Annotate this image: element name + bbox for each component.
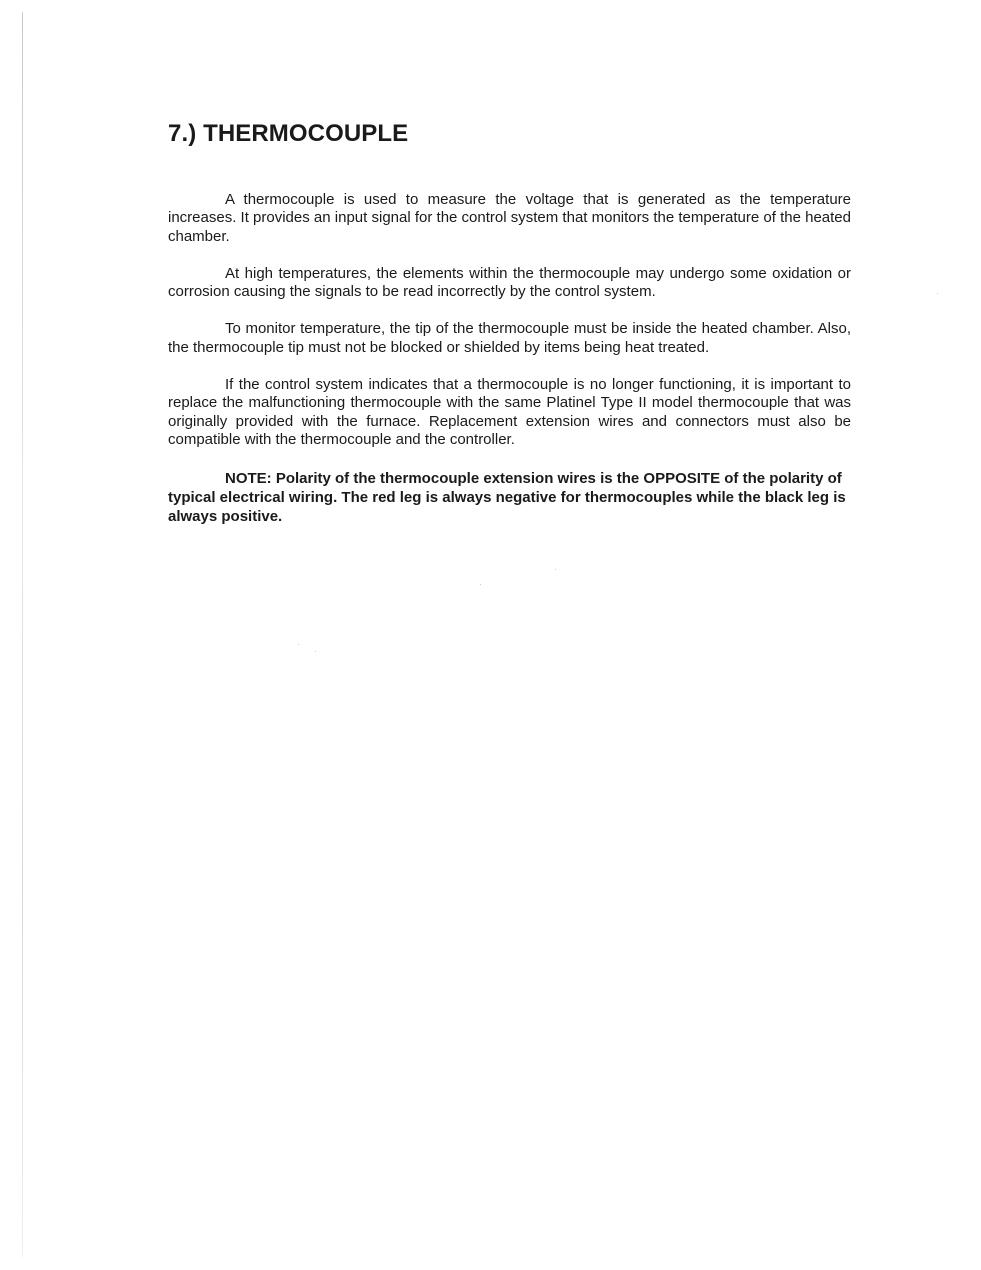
scan-speck <box>555 569 556 570</box>
scan-speck <box>298 644 299 645</box>
polarity-note: NOTE: Polarity of the thermocouple extension wires is the OPPOSITE of the polarity of typical electrical wiring. The red leg is always negative for thermocouples while the black leg is always positive. <box>168 469 846 525</box>
section-heading: 7.) THERMOCOUPLE <box>168 120 409 147</box>
document-page <box>168 120 851 526</box>
paragraph-thermocouple-purpose: A thermocouple is used to measure the voltage that is generated as the temperature increases. It provides an input signal for the control system that monitors the temperature of the heated chamber. <box>168 190 851 245</box>
scan-speck <box>480 584 481 585</box>
paragraph-oxidation: At high temperatures, the elements within the thermocouple may undergo some oxidation or corrosion causing the signals to be read incorrectly by the control system. <box>168 264 851 301</box>
scan-speck <box>315 651 316 652</box>
paragraph-replacement: If the control system indicates that a thermocouple is no longer functioning, it is important to replace the malfunctioning thermocouple with the same Platinel Type II model thermocouple that was originally provided with the furnace. Replacement extension wires and connectors must also be compatible with the thermocouple and the controller. <box>168 375 851 449</box>
paragraph-tip-placement: To monitor temperature, the tip of the thermocouple must be inside the heated chamber. Also, the thermocouple tip must not be blocked or shielded by items being heat treated. <box>168 320 851 356</box>
scan-edge-line <box>22 12 23 1257</box>
scan-speck <box>937 293 938 294</box>
